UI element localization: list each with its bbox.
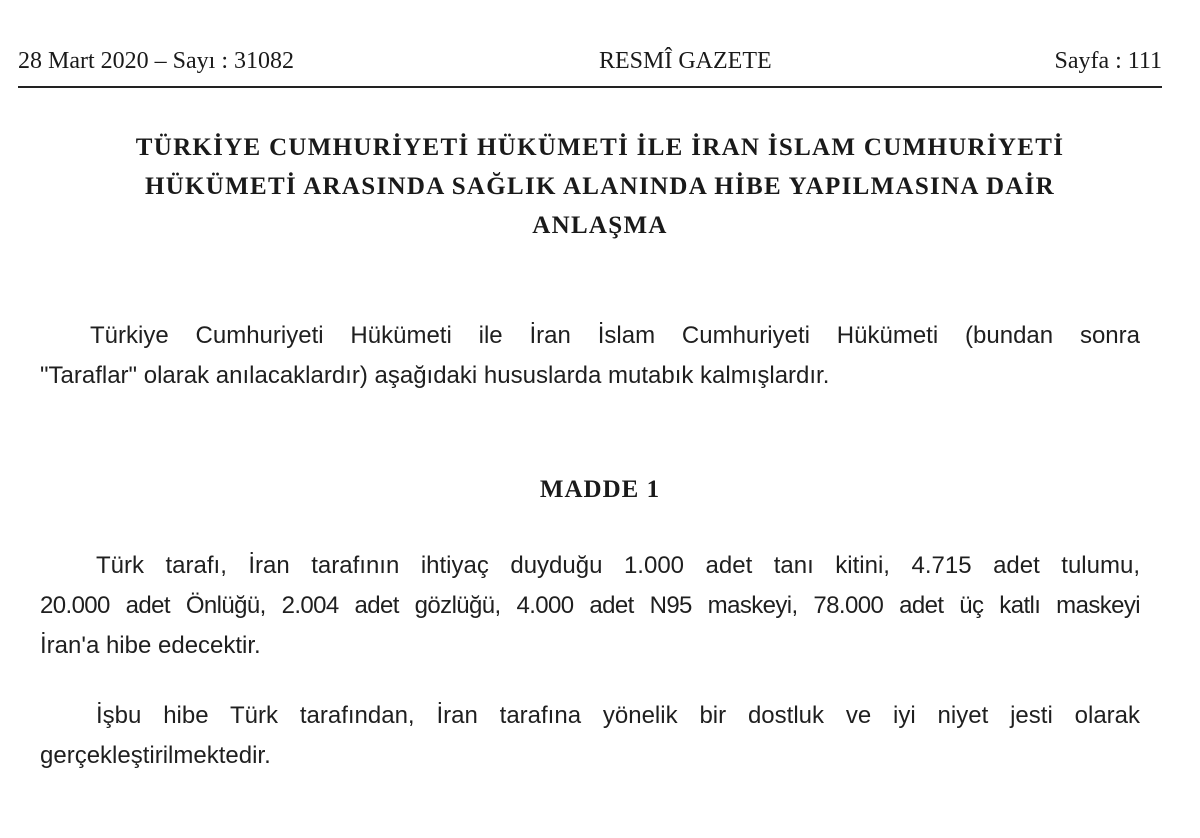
- document-title: [0, 128, 1200, 245]
- article-p1-line-1: Türk tarafı, İran tarafının ihtiyaç duyduğu 1.000 adet tanı kitini, 4.715 adet tulumu,: [96, 552, 1140, 579]
- preamble-line-2: "Taraflar" olarak anılacaklardır) aşağıdaki hususlarda mutabık kalmışlardır.: [40, 362, 830, 389]
- preamble-line-1: Türkiye Cumhuriyeti Hükümeti ile İran İslam Cumhuriyeti Hükümeti (bundan sonra: [90, 322, 1140, 349]
- preamble-paragraph: [40, 316, 1140, 396]
- page-header: [18, 46, 1162, 88]
- article-p2-line-1: İşbu hibe Türk tarafından, İran tarafına yönelik bir dostluk ve iyi niyet jesti olarak: [96, 702, 1140, 729]
- title-line-3: ANLAŞMA: [532, 212, 668, 239]
- article-p1-line-3: İran'a hibe edecektir.: [40, 632, 261, 659]
- article-p2-line-2: gerçekleştirilmektedir.: [40, 742, 271, 769]
- article-paragraph-2: [40, 696, 1140, 776]
- article-p1-line-2: 20.000 adet Önlüğü, 2.004 adet gözlüğü, 4.000 adet N95 maskeyi, 78.000 adet üç katlı maskeyi: [40, 592, 1140, 619]
- issue-date-number: 28 Mart 2020 – Sayı : 31082: [18, 48, 294, 74]
- article-paragraph-1: [40, 546, 1140, 666]
- gazette-name: RESMÎ GAZETE: [599, 48, 772, 74]
- title-line-2: HÜKÜMETİ ARASINDA SAĞLIK ALANINDA HİBE YAPILMASINA DAİR: [144, 173, 1056, 200]
- title-line-1: TÜRKİYE CUMHURİYETİ HÜKÜMETİ İLE İRAN İSLAM CUMHURİYETİ: [135, 134, 1065, 161]
- page-number: Sayfa : 111: [1054, 48, 1162, 74]
- article-heading: MADDE 1: [539, 476, 661, 503]
